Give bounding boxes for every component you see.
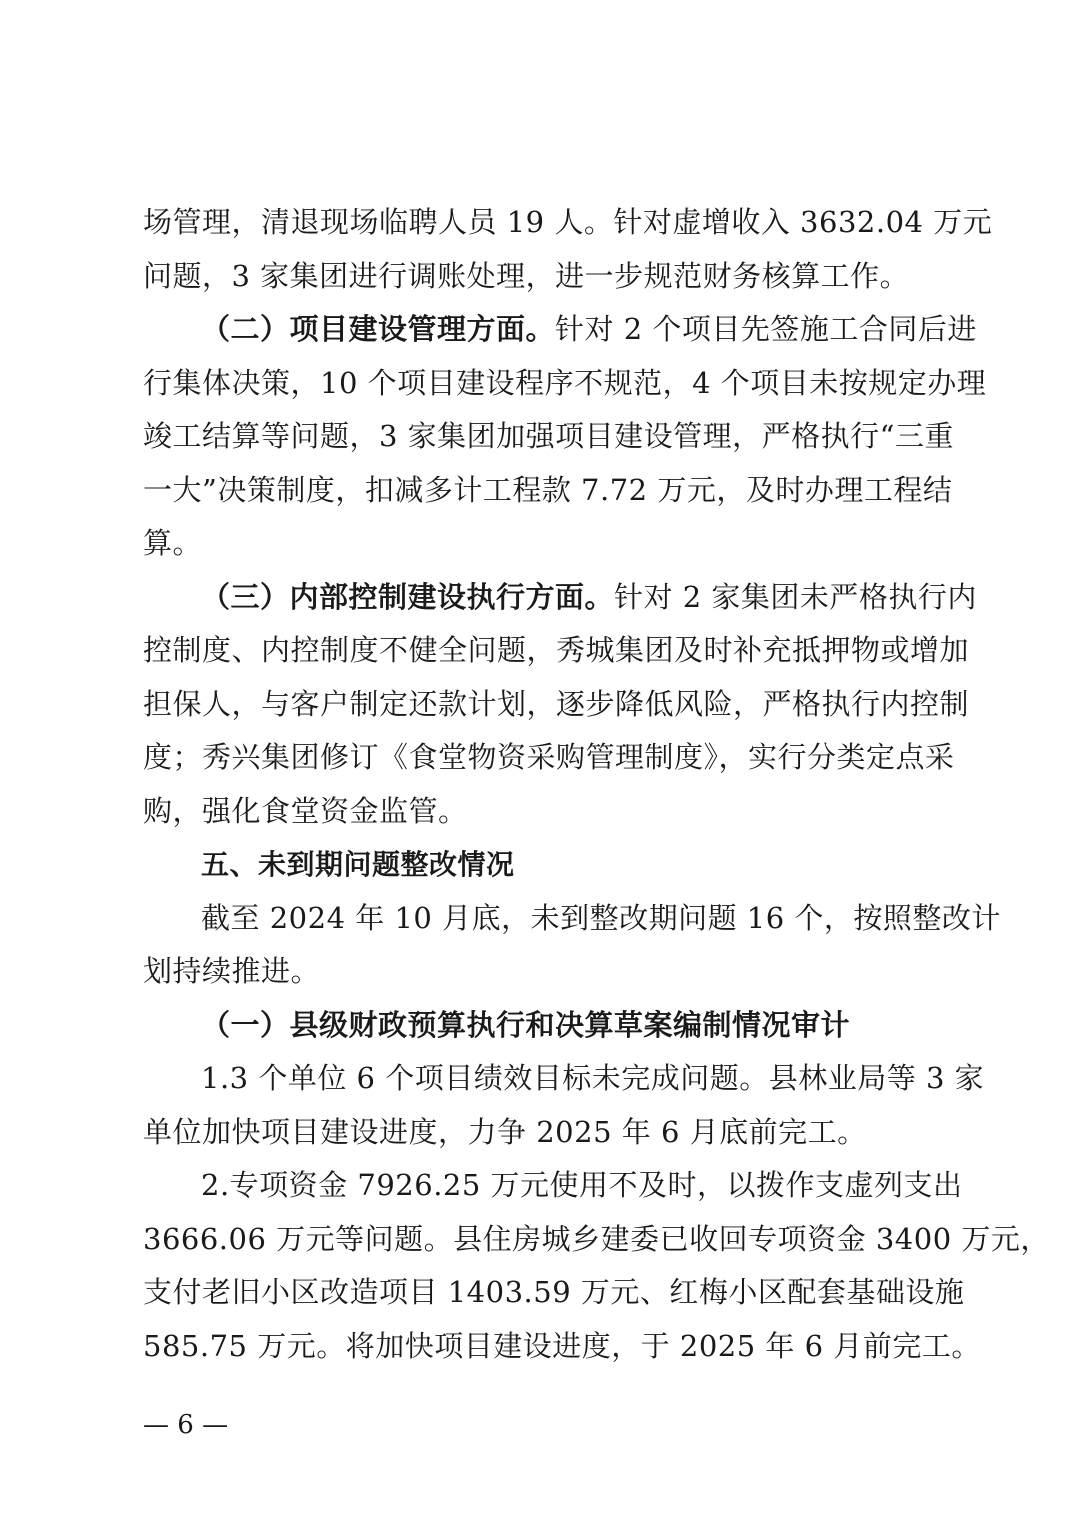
paragraph-line: 问题，3 家集团进行调账处理，进一步规范财务核算工作。: [143, 258, 910, 293]
document-body: [143, 196, 1050, 1373]
paragraph-line: 单位加快项目建设进度，力争 2025 年 6 月底前完工。: [143, 1114, 867, 1149]
section-subheading: （一）县级财政预算执行和决算草案编制情况审计: [201, 1007, 851, 1042]
page-number: — 6 —: [143, 1410, 229, 1440]
paragraph-line: 支付老旧小区改造项目 1403.59 万元、红梅小区配套基础设施: [143, 1275, 965, 1309]
paragraph-line: 2.专项资金 7926.25 万元使用不及时，以拨作支虚列支出: [201, 1168, 963, 1202]
paragraph-line: 担保人，与客户制定还款计划，逐步降低风险，严格执行内控制: [143, 686, 970, 721]
paragraph-line: 控制度、内控制度不健全问题，秀城集团及时补充抵押物或增加: [143, 633, 970, 667]
paragraph-line: 场管理，清退现场临聘人员 19 人。针对虚增收入 3632.04 万元: [143, 205, 993, 239]
paragraph-line: 行集体决策，10 个项目建设程序不规范，4 个项目未按规定办理: [143, 365, 987, 400]
paragraph-line: 截至 2024 年 10 月底，未到整改期问题 16 个，按照整改计: [201, 900, 1001, 935]
paragraph-line: 算。: [143, 526, 203, 560]
paragraph-line: 竣工结算等问题，3 家集团加强项目建设管理，严格执行“三重: [143, 419, 954, 453]
section-subheading: （二）项目建设管理方面。: [201, 312, 556, 346]
paragraph-line: [143, 571, 977, 625]
paragraph-line: 一大”决策制度，扣减多计工程款 7.72 万元，及时办理工程结: [143, 472, 953, 507]
paragraph-line: 1.3 个单位 6 个项目绩效目标未完成问题。县林业局等 3 家: [201, 1061, 985, 1095]
paragraph-line: 度；秀兴集团修订《食堂物资采购管理制度》，实行分类定点采: [143, 740, 955, 774]
paragraph-text: 针对 2 个项目先签施工合同后进: [555, 312, 977, 346]
paragraph-line: 585.75 万元。将加快项目建设进度，于 2025 年 6 月前完工。: [143, 1328, 981, 1363]
paragraph-line: 3666.06 万元等问题。县住房城乡建委已收回专项资金 3400 万元，: [143, 1221, 1050, 1256]
paragraph-line: [143, 303, 977, 357]
paragraph-line: 划持续推进。: [143, 954, 321, 988]
section-heading: 五、未到期问题整改情况: [201, 848, 515, 881]
paragraph-text: 针对 2 家集团未严格执行内: [614, 579, 977, 614]
section-subheading: （三）内部控制建设执行方面。: [201, 579, 615, 614]
paragraph-line: 购，强化食堂资金监管。: [143, 793, 468, 828]
